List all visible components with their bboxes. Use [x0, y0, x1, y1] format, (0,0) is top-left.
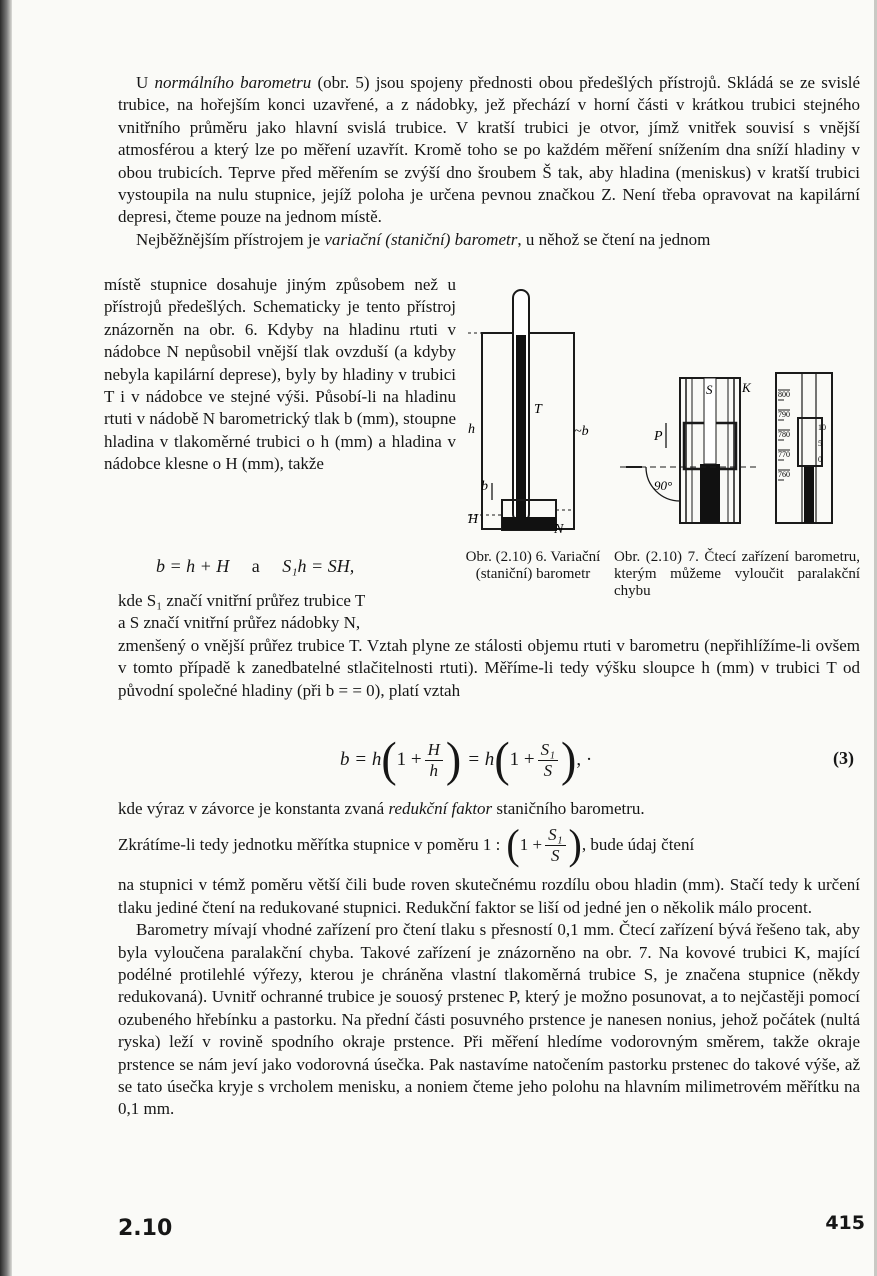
fig7-label-angle: 90° [654, 478, 673, 493]
fig6-label-b: b [481, 479, 488, 494]
fig7-mercury [700, 464, 720, 523]
formula-1: b = h + H a S₁h = SH, [156, 556, 355, 576]
paragraph-3-formula-line: Zkrátíme-li tedy jednotku měřítka stupnice v poměru 1 : ( 1 + $\frac{\text{S₁}}{S}$ ) , bude údaj čtení [118, 821, 695, 869]
fig7-vernier-10: 10 [818, 423, 826, 432]
paragraph-1: U normálního barometru (obr. 5) jsou spojeny přednosti obou předešlých přístrojů. Skládá se ze svislé trubice, na hořejším konci uzavřené, a z nádobky, jež přechází v horní části v krátkou trubici stejného vnitřního průměru jako hlavní svislá trubice. V kratší trubici je otvor, jímž vnitřek souvisí s vnější atmosférou a který lze po měření uzavřít. Kromě toho se po každém měření snížením dna sníží hladiny v obou trubicích. Teprve před měřením se zvýší dno šroubem Š tak, aby hladina (meniskus) v kratší trubici vystoupila na nulu stupnice, jejíž poloha je určena pevnou značkou Z. Není třeba opravovat na kapilární depresi, čteme pouze na jednom místě. Nejběžnějším přístrojem je variační (staniční) barometr, u něhož se čtení na jednom [118, 73, 860, 249]
section-number: 2.10 [118, 1216, 173, 1241]
paragraph-3: kde výraz v závorce je konstanta zvaná redukční faktor staničního barometru. Zkrátíme-li tedy jednotku měřítka stupnice v poměru 1 : ( 1 + $\frac{\text{S₁}}{S}$ ) , bude údaj čtení na stupnici v témž poměru větší čili bude roven skutečnému rozdílu obou hladin (mm). Stačí tedy k určení tlaku jediné čtení na redukované stupnici. Redukční faktor se liší od jedné jen o několik málo procent. Barometry mívají vhodné zařízení pro čtení tlaku s přesností 0,1 mm. Čtecí zařízení bývá řešeno tak, aby byla vyloučena paralakční chyba. Takové zařízení je znázorněno na obr. 7. Na kovové trubici K, mající podélné protilehlé výřezy, kterou je chráněna vlastní tlakoměrná trubice S, je značena stupnice (někdy redukovaná). Uvnitř ochranné trubice je souosý prstenec P, který je možno posunovat, a to nejčastěji pomocí ozubeného hřebínku a pastorku. Na přední části posuvného prstence je nanesen nonius, jehož počátek (nultá ryska) leží v rovině spodního okraje prstence. Při měření hledíme vodorovným směrem, takže okraje prstence se nám jeví jako vodorovná úsečka. Pak nastavíme natočením pastorku prstenec do takové výše, až se tato úsečka kryje s vrcholem menisku, a noniem čteme jeho polohu na hlavním milimetrovém měřítku na 0,1 mm. [118, 798, 860, 1121]
fig7-vernier-0: 0 [818, 455, 822, 464]
term-reduction-factor: redukční faktor [388, 799, 493, 818]
fig7-tick-760: 760 [778, 470, 790, 479]
paragraph-2-after: kde S₁ značí vnitřní průřez trubice T a S značí vnitřní průřez nádobky N, zmenšený o vnější průřez trubice T. Vztah plyne ze stálosti objemu rtuti v barometru (nepřihlížíme-li ovšem v tomto případě k zanedbatelné stlačitelnosti rtuti). Měříme-li tedy výšku sloupce h (mm) v trubici T od původní společné hladiny (při b = = 0), platí vztah [118, 591, 860, 700]
fig6-label-N: N [554, 522, 564, 537]
paragraph-4: Barometry mívají vhodné zařízení pro čtení tlaku s přesností 0,1 mm. Čtecí zařízení bývá řešeno tak, aby byla vyloučena paralakční chyba. Takové zařízení je znázorněno na obr. 7. Na kovové trubici K, mající podélné protilehlé výřezy, kterou je chráněna vlastní tlakoměrná trubice S, je značena stupnice (někdy redukovaná). Uvnitř ochranné trubice je souosý prstenec P, který je možno posunovat, a to nejčastěji pomocí ozubeného hřebínku a pastorku. Na přední části posuvného prstence je nanesen nonius, jehož počátek (nultá ryska) leží v rovině spodního okraje prstence. Při měření hledíme vodorovným směrem, takže okraje prstence se nám jeví jako vodorovná úsečka. Pak nastavíme natočením pastorku prstenec do takové výše, až se tato úsečka kryje s vrcholem menisku, a noniem čteme jeho polohu na hlavním milimetrovém měřítku na 0,1 mm. [118, 920, 860, 1119]
fig6-mercury-column [516, 335, 526, 522]
figure-6 [462, 285, 602, 550]
fig6-label-H: H [468, 512, 479, 527]
fig7-vernier-5: 5 [818, 439, 822, 448]
term-variation-barometer: variační (staniční) barometr [324, 229, 518, 249]
fig6-label-h: h [468, 422, 475, 437]
figure-6-caption: Obr. (2.10) 6. Variační (staniční) barometr [465, 549, 601, 582]
fig6-label-b-right: ~b [574, 424, 589, 439]
equation-3: b = h ( 1 + $\frac{H}{h}$ ) = h ( 1 + $\frac{\text{S₁}}{S}$ ) , · [340, 732, 593, 787]
fig7-tick-790: 790 [778, 410, 790, 419]
fig7-label-K: K [742, 380, 751, 395]
figure-7 [620, 368, 840, 538]
term-normal-barometer: normálního barometru [154, 73, 312, 92]
fig6-label-T: T [534, 402, 542, 417]
fig7-tick-800: 800 [778, 390, 790, 399]
fig6-vessel-mercury [502, 517, 556, 530]
fig7-tick-770: 770 [778, 450, 790, 459]
fig7-tick-780: 780 [778, 430, 790, 439]
equation-3-number: (3) [833, 748, 854, 768]
page-number: 415 [825, 1212, 865, 1234]
scan-left-edge [0, 0, 12, 1276]
fig7-label-P: P [654, 429, 663, 444]
fig7-label-S: S [706, 382, 713, 397]
figure-7-caption: Obr. (2.10) 7. Čtecí zařízení barometru, kterým můžeme vyloučit paralakční chybu [614, 549, 860, 599]
paragraph-2-narrow: místě stupnice dosahuje jiným způsobem než u přístrojů předešlých. Schematicky je tento přístroj znázorněn na obr. 6. Kdyby na hladinu rtuti v nádobce N nepůsobil vnější tlak ovzduší (a kdyby nebyla kapilární deprese), byly by hladiny v trubici T i v nádobce ve stejné výši. Působí-li na hladinu rtuti v nádobě N barometrický tlak b (mm), stoupne hladina v tlakoměrné trubici o h (mm) a hladina v nádobce klesne o H (mm), takže [104, 275, 456, 474]
fig7-front-mercury [804, 466, 814, 523]
